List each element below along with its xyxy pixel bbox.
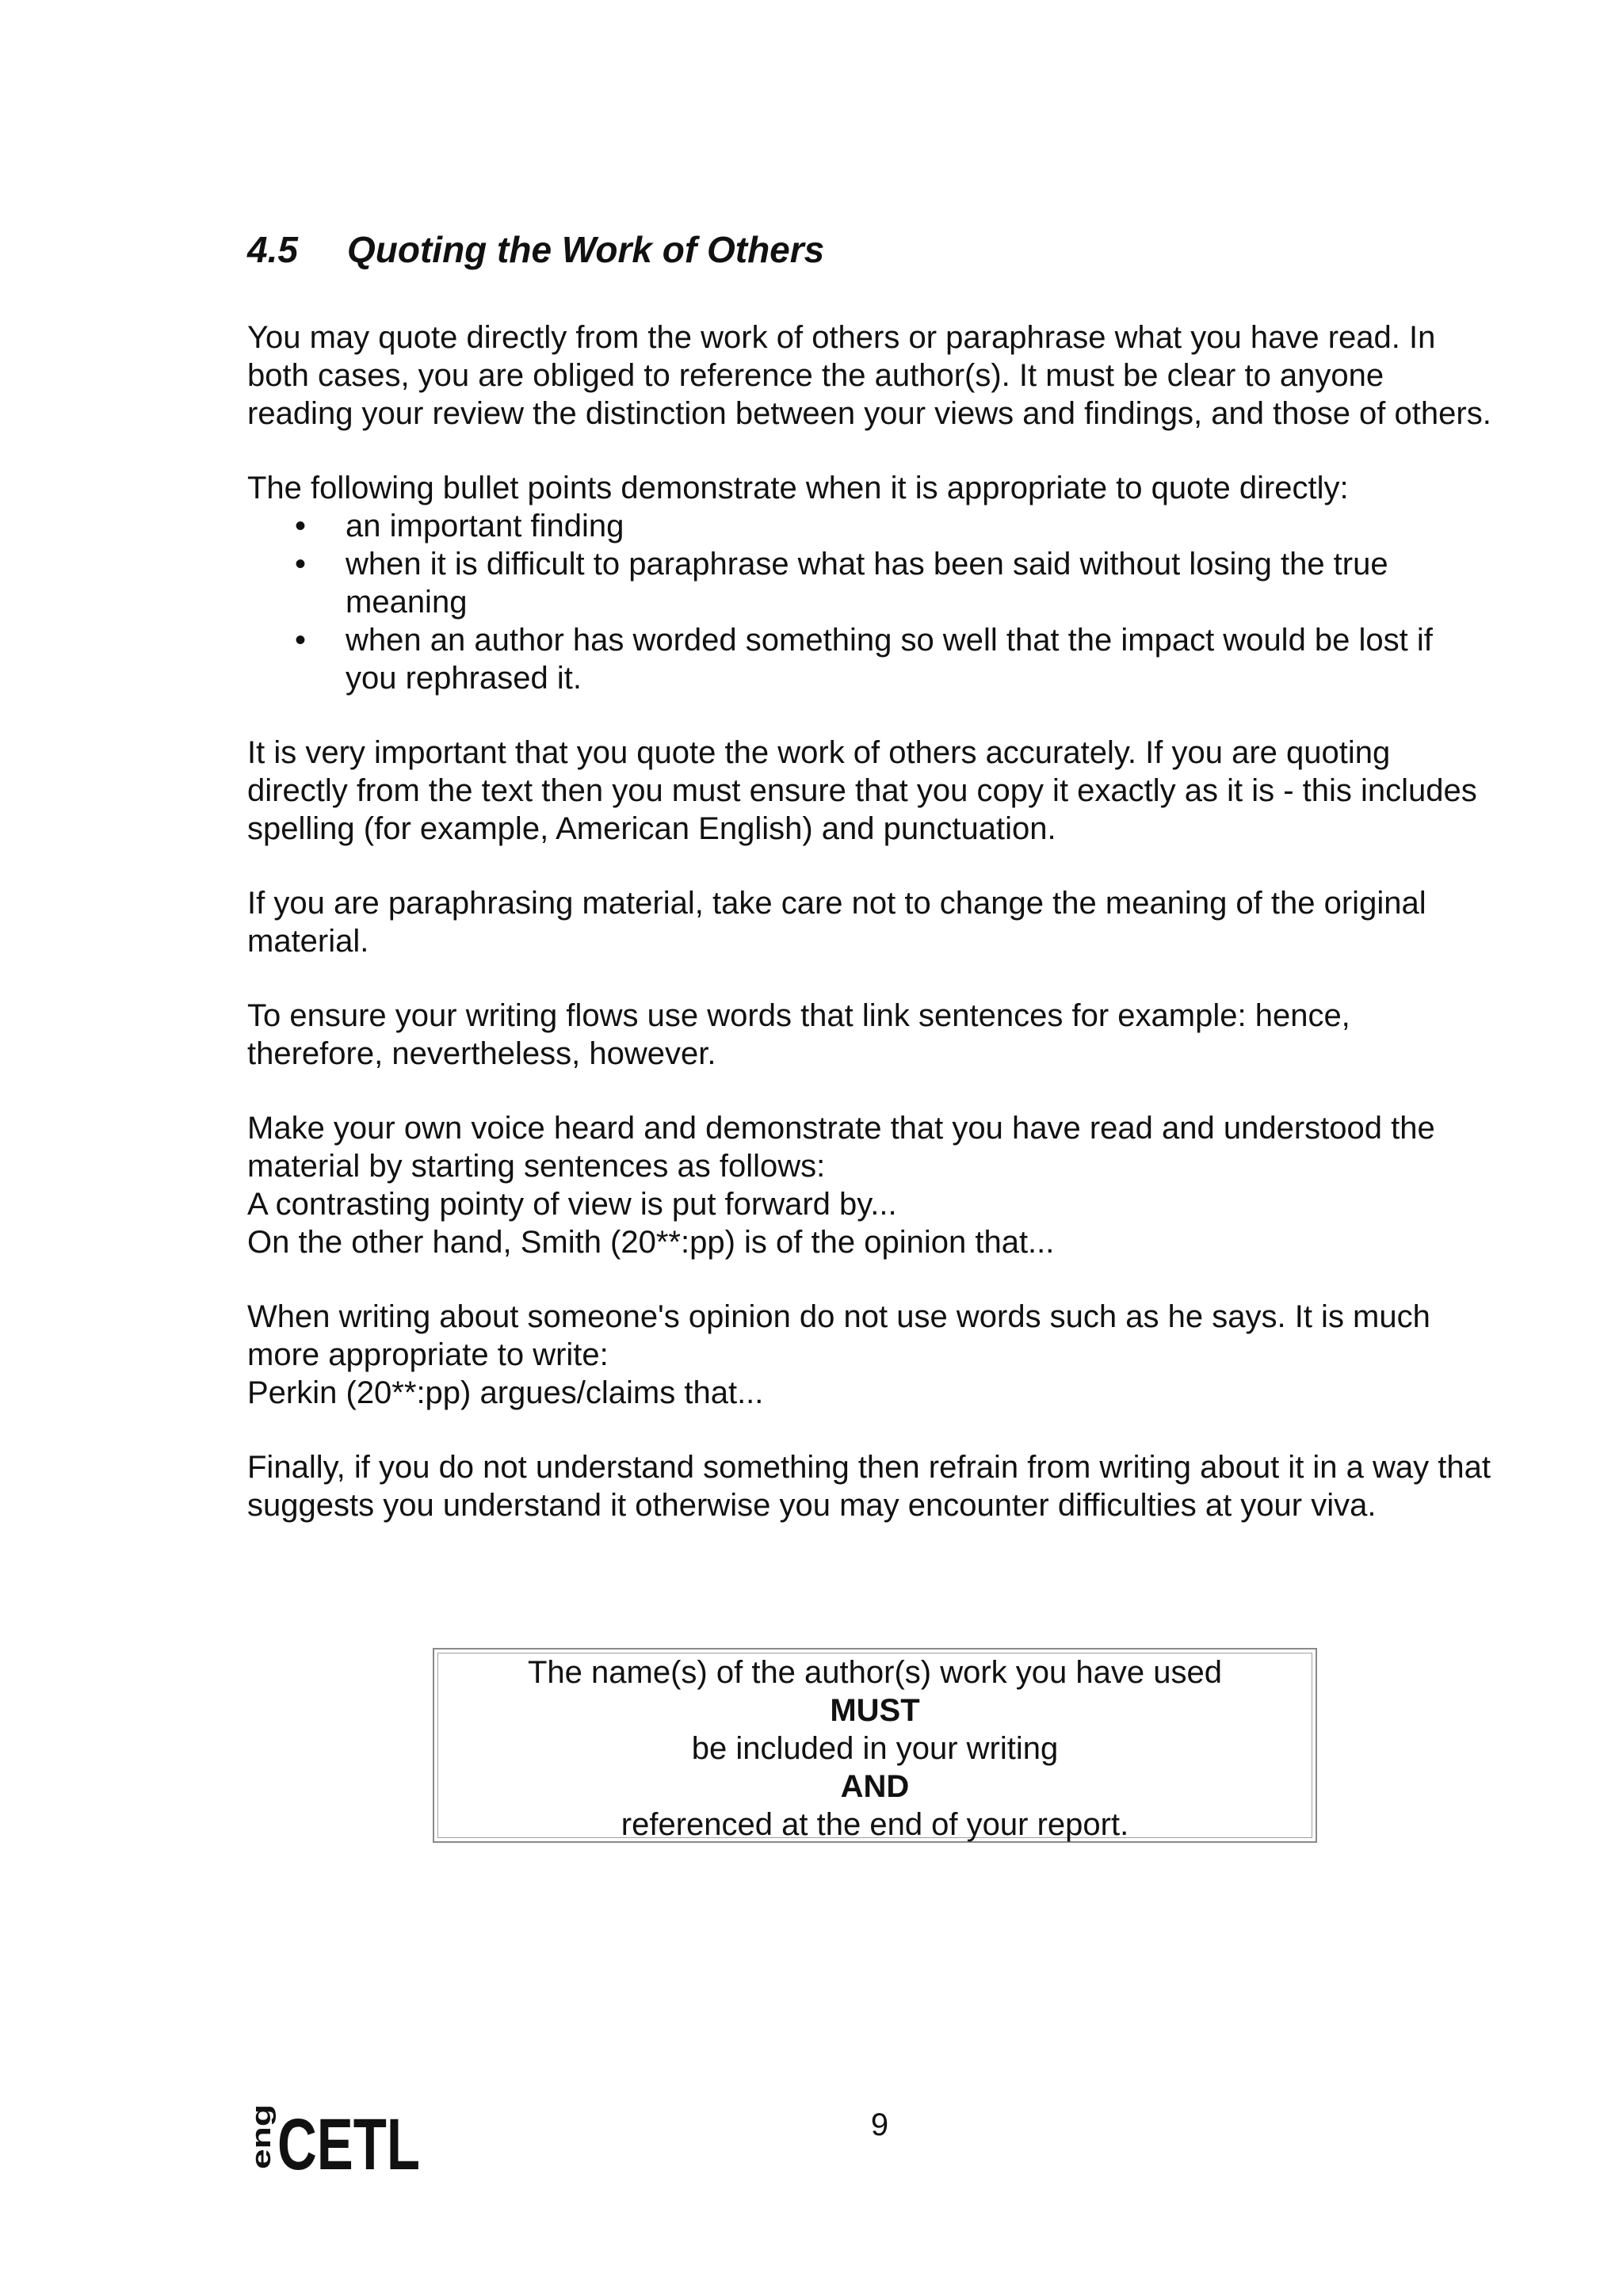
voice-text: Make your own voice heard and demonstrate that you have read and understood the material by starting sentences as follows: [247, 1111, 1435, 1184]
list-item [247, 507, 1491, 545]
paragraph-accuracy: It is very important that you quote the work of others accurately. If you are quoting directly from the text then you must ensure that you copy it exactly as it is - this includes spelling (for example, American English) and punctuation. [247, 735, 1477, 846]
paragraph-voice [247, 1109, 1491, 1261]
page-number: 9 [870, 2107, 889, 2142]
logo-eng-text: eng [246, 2121, 277, 2169]
bullet-list [247, 507, 1491, 697]
bullet-icon: • [295, 547, 307, 582]
section-title: Quoting the Work of Others [347, 229, 825, 270]
notice-line-and: AND [840, 1769, 910, 1804]
paragraph-intro: You may quote directly from the work of others or paraphrase what you have read. In both cases, you are obliged to reference the author(s). It must be clear to anyone reading your review the distinction between your views and findings, and those of others. [247, 320, 1491, 431]
voice-example-1: A contrasting pointy of view is put forward by... [247, 1187, 897, 1222]
notice-box-inner [437, 1653, 1312, 1842]
notice-line-5: referenced at the end of your report. [621, 1807, 1129, 1842]
list-item-text: an important finding [346, 509, 624, 543]
list-item-text: when it is difficult to paraphrase what has been said without losing the true meaning [346, 547, 1388, 620]
section-heading [247, 228, 824, 271]
opinion-text: When writing about someone's opinion do not use words such as he says. It is much more appropriate to write: [247, 1299, 1430, 1372]
voice-example-2: On the other hand, Smith (20**:pp) is of the opinion that... [247, 1225, 1055, 1260]
list-item [247, 545, 1491, 621]
paragraph-flow: To ensure your writing flows use words that link sentences for example: hence, therefore, nevertheless, however. [247, 998, 1350, 1071]
notice-line-1: The name(s) of the author(s) work you have used [528, 1655, 1222, 1690]
list-item [247, 621, 1491, 697]
body-text [247, 318, 1491, 1561]
paragraph-opinion [247, 1298, 1491, 1412]
paragraph-bullets-lead: The following bullet points demonstrate when it is appropriate to quote directly: [247, 471, 1349, 505]
logo-cetl-text: CETL [277, 2104, 420, 2185]
list-item-text: when an author has worded something so well that the impact would be lost if you rephrased it. [346, 623, 1433, 696]
notice-line-3: be included in your writing [691, 1731, 1059, 1766]
notice-line-must: MUST [830, 1693, 920, 1728]
opinion-example: Perkin (20**:pp) argues/claims that... [247, 1375, 764, 1410]
engcetl-logo [246, 2101, 422, 2185]
section-number: 4.5 [247, 229, 298, 270]
paragraph-finally: Finally, if you do not understand something then refrain from writing about it in a way that suggests you understand it otherwise you may encounter difficulties at your viva. [247, 1450, 1491, 1523]
notice-box [433, 1648, 1317, 1843]
bullet-icon: • [295, 623, 307, 658]
bullet-icon: • [295, 509, 307, 543]
paragraph-paraphrasing: If you are paraphrasing material, take care not to change the meaning of the original material. [247, 886, 1426, 959]
